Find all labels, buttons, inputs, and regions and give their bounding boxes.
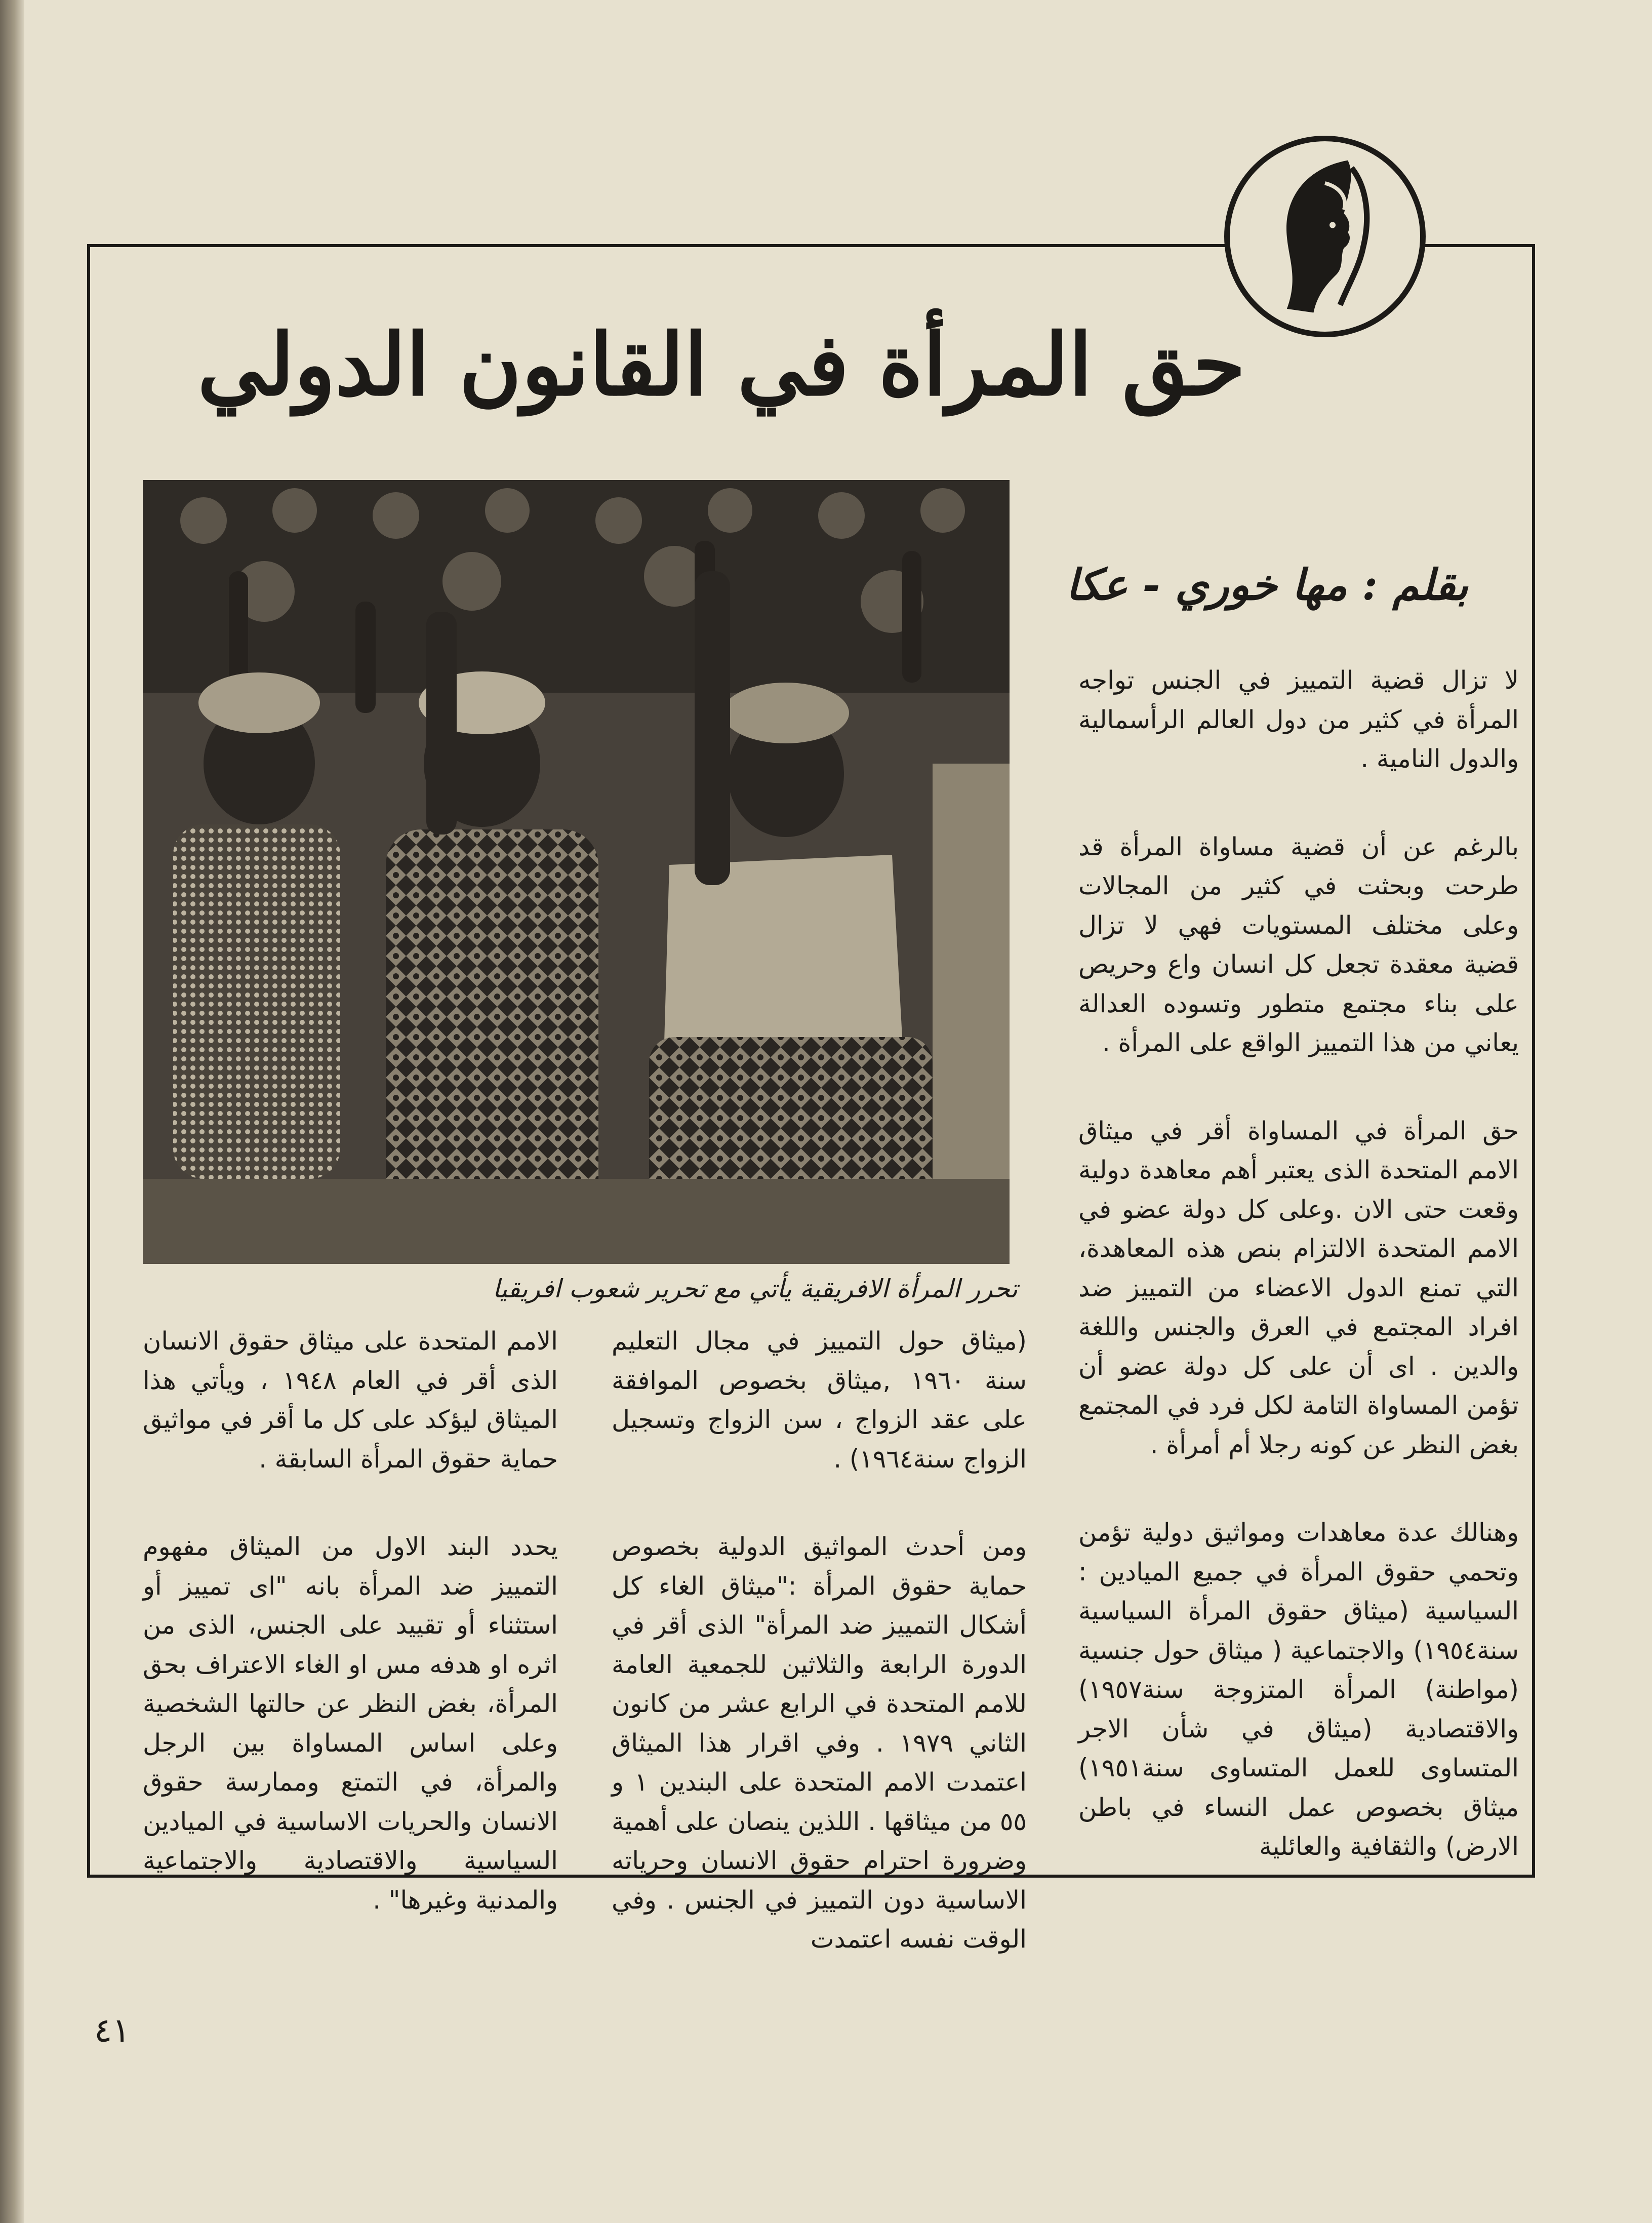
text-column-right	[1078, 661, 1519, 1915]
text-column-left	[143, 1322, 558, 1968]
text-column-middle	[612, 1322, 1027, 2008]
paragraph: وهنالك عدة معاهدات ومواثيق دولية تؤمن وتحمي حقوق المرأة في جميع الميادين : السياسية (ميثاق حقوق المرأة السياسية سنة١٩٥٤) والاجتماعية ( ميثاق حول جنسية (مواطنة) المرأة المتزوجة سنة١٩٥٧) والاقتصادية (ميثاق في شأن الاجر المتساوى للعمل المتساوى سنة١٩٥١) ميثاق بخصوص عمل النساء في باطن الارض) والثقافية والعائلية	[1078, 1518, 1519, 1861]
women-protest-photo	[143, 480, 1010, 1264]
paragraph: (ميثاق حول التمييز في مجال التعليم سنة ١٩٦٠ ,ميثاق بخصوص الموافقة على عقد الزواج ، سن الزواج وتسجيل الزواج سنة١٩٦٤) .	[612, 1326, 1027, 1474]
article-title: حق المرأة في القانون الدولي	[197, 314, 1245, 415]
paragraph: الامم المتحدة على ميثاق حقوق الانسان الذى أقر في العام ١٩٤٨ ، ويأتي هذا الميثاق ليؤكد على كل ما أقر في مواثيق حماية حقوق المرأة السابقة .	[143, 1326, 558, 1474]
author-byline: بقلم : مها خوري - عكا	[1066, 560, 1468, 610]
page-edge-shadow	[0, 0, 24, 2223]
paragraph: حق المرأة في المساواة أقر في ميثاق الامم المتحدة الذى يعتبر أهم معاهدة دولية وقعت حتى الان .وعلى كل دولة عضو في الامم المتحدة الالتزام بنص هذه المعاهدة، التي تمنع الدول الاعضاء من التمييز ضد افراد المجتمع في العرق والجنس واللغة والدين . اى أن على كل دولة عضو أن تؤمن المساواة التامة لكل فرد في المجتمع بغض النظر عن كونه رجلا أم أمرأة .	[1078, 1116, 1519, 1459]
page-number: ٤١	[94, 2011, 130, 2050]
photo-caption: تحرر المرأة الافريقية يأتي مع تحرير شعوب افريقيا	[492, 1274, 1018, 1303]
paragraph: بالرغم عن أن قضية مساواة المرأة قد طرحت وبحثت في كثير من المجالات وعلى مختلف المستويات فهي لا تزال قضية معقدة تجعل كل انسان واع وحريص على بناء مجتمع متطور وتسوده العدالة يعاني من هذا التمييز الواقع على المرأة .	[1078, 831, 1519, 1057]
paragraph: لا تزال قضية التمييز في الجنس تواجه المرأة في كثير من دول العالم الرأسمالية والدول النامية .	[1078, 665, 1519, 773]
paragraph: يحدد البند الاول من الميثاق مفهوم التمييز ضد المرأة بانه "اى تمييز أو استثناء أو تقييد على الجنس، الذى من اثره او هدفه مس او الغاء الاعتراف بحق المرأة، بغض النظر عن حالتها الشخصية وعلى اساس المساواة بين الرجل والمرأة، في التمتع وممارسة حقوق الانسان والحريات الاساسية في الميادين السياسية والاقتصادية والاجتماعية والمدنية وغيرها" .	[143, 1532, 558, 1915]
woman-profile-emblem-icon	[1224, 136, 1426, 337]
paragraph: ومن أحدث المواثيق الدولية بخصوص حماية حقوق المرأة :"ميثاق الغاء كل أشكال التمييز ضد المرأة" الذى أقر في الدورة الرابعة والثلاثين للجمعية العامة للامم المتحدة في الرابع عشر من كانون الثاني ١٩٧٩ . وفي اقرار هذا الميثاق اعتمدت الامم المتحدة على البندين ١ و ٥٥ من ميثاقها . اللذين ينصان على أهمية وضرورة احترام حقوق الانسان وحرياته الاساسية دون التمييز في الجنس . وفي الوقت نفسه اعتمدت	[612, 1532, 1027, 1954]
